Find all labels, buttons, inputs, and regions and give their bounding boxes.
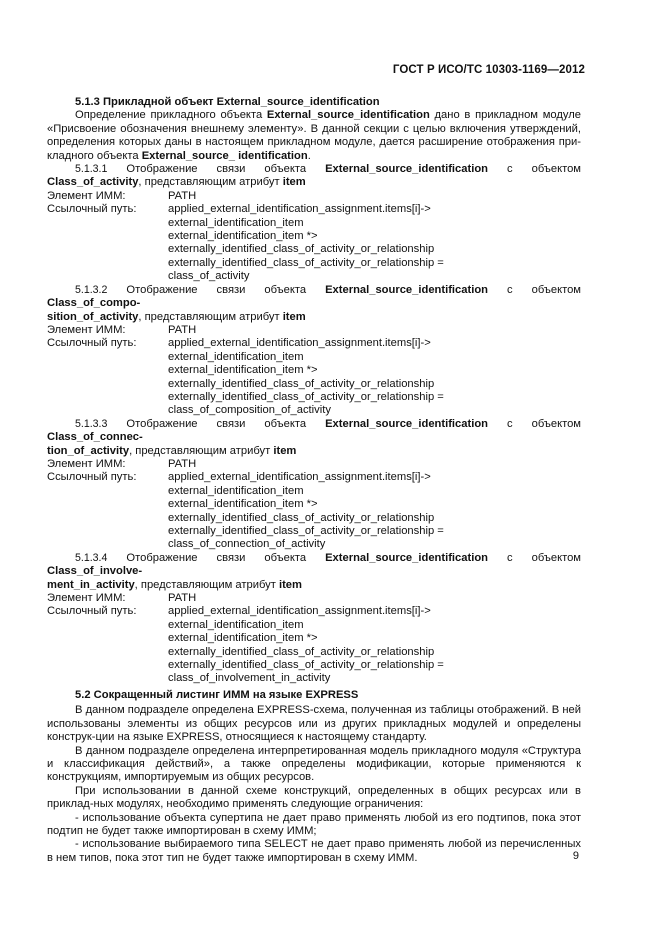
- reference-path-label: Ссылочный путь:: [47, 337, 137, 350]
- subsection-5-1-3-1-heading: [47, 163, 581, 190]
- reference-path-line: class_of_composition_of_activity: [168, 404, 331, 417]
- intro-text-end: .: [307, 149, 311, 162]
- subsection-number: 5.1.3.3: [75, 417, 108, 430]
- aim-element-value: PATH: [168, 189, 197, 202]
- reference-path-line: externally_identified_class_of_activity_or_relationship =: [168, 525, 444, 537]
- reference-path-row: [47, 337, 581, 350]
- subsection-number: 5.1.3.1: [75, 163, 108, 176]
- source-object: External_source_identification: [325, 417, 488, 430]
- mapping-text: Отображение связи объекта: [107, 163, 326, 176]
- target-object: Class_of_connec-: [47, 431, 143, 444]
- reference-path-line: externally_identified_class_of_activity_or_relationship: [168, 511, 435, 524]
- section-5-1-3-intro: [47, 109, 581, 163]
- aim-element-label: Элемент ИММ:: [47, 323, 126, 336]
- subsection-5-1-3-4-heading-cont: [47, 579, 581, 592]
- target-object-cont: ment_in_activity: [47, 578, 135, 591]
- section-5-2-paragraph-2: В данном подразделе определена интерпретированная модель прикладного модуля «Структура и классификация действий», а также определены модификации, которые применяются к конструкциям, импортируемым из общих ресурсов.: [47, 744, 581, 784]
- with-object-text: с объектом: [488, 551, 581, 564]
- reference-path-line: external_identification_item: [168, 216, 304, 229]
- reference-path-line: class_of_connection_of_activity: [168, 538, 326, 551]
- attribute-text: , представляющим атрибут: [129, 444, 274, 457]
- attribute-name: item: [282, 176, 306, 189]
- attribute-name: item: [273, 444, 297, 457]
- reference-path-row: [47, 605, 581, 618]
- subsection-5-1-3-3-heading: [47, 418, 581, 445]
- reference-path-line: applied_external_identification_assignment.items[i]->: [168, 203, 431, 216]
- aim-element-row: [47, 190, 581, 203]
- intro-text-1: Определение прикладного объекта: [75, 109, 267, 122]
- reference-path-line: class_of_activity: [168, 270, 250, 283]
- intro-object-name-2: External_source_ identification: [141, 149, 308, 162]
- attribute-text: , представляющим атрибут: [138, 176, 283, 189]
- reference-path-line: external_identification_item: [168, 484, 304, 497]
- aim-element-row: [47, 324, 581, 337]
- reference-path-line: externally_identified_class_of_activity_or_relationship: [168, 645, 435, 658]
- aim-element-label: Элемент ИММ:: [47, 189, 126, 202]
- target-object: Class_of_compo-: [47, 297, 141, 310]
- reference-path-line: externally_identified_class_of_activity_or_relationship =: [168, 659, 444, 672]
- page-number: 9: [572, 850, 579, 862]
- aim-element-label: Элемент ИММ:: [47, 457, 126, 470]
- source-object: External_source_identification: [325, 551, 488, 564]
- constraint-item-2: - использование выбираемого типа SELECT не дает право применять любой из перечисленных в нем типов, пока этот тип не будет также импортирован в схему ИММ.: [47, 838, 581, 864]
- reference-path-line: external_identification_item *>: [168, 498, 318, 511]
- reference-path-line: externally_identified_class_of_activity_or_relationship: [168, 243, 435, 256]
- reference-path-row: [47, 203, 581, 216]
- aim-element-value: PATH: [168, 592, 197, 605]
- reference-path-line: external_identification_item *>: [168, 632, 318, 645]
- reference-path-line: applied_external_identification_assignment.items[i]->: [168, 605, 431, 618]
- attribute-text: , представляющим атрибут: [134, 578, 279, 591]
- intro-object-name: External_source_identification: [266, 109, 430, 122]
- section-5-2-paragraph-1: В данном подразделе определена EXPRESS-схема, полученная из таблицы отображений. В ней использованы элементы из общих ресурсов или из других прикладных модулей и определены конструк-ции на языке EXPRESS, относящиеся к настоящему стандарту.: [47, 704, 581, 744]
- with-object-text: с объектом: [488, 417, 581, 430]
- subsection-5-1-3-2-heading-cont: [47, 311, 581, 324]
- reference-path-row: [47, 471, 581, 484]
- subsection-5-1-3-4-heading: [47, 552, 581, 579]
- reference-path-line: external_identification_item *>: [168, 364, 318, 377]
- aim-element-row: [47, 592, 581, 605]
- reference-path-line: externally_identified_class_of_activity_or_relationship: [168, 377, 435, 390]
- with-object-text: с объектом: [488, 163, 581, 176]
- subsection-number: 5.1.3.2: [75, 283, 108, 296]
- attribute-name: item: [278, 578, 302, 591]
- with-object-text: с объектом: [488, 283, 581, 296]
- source-object: External_source_identification: [325, 163, 488, 176]
- section-5-1-3-title: 5.1.3 Прикладной объект External_source_identification: [75, 96, 380, 108]
- reference-path-line: external_identification_item: [168, 350, 304, 363]
- reference-path-line: externally_identified_class_of_activity_or_relationship =: [168, 256, 444, 269]
- target-object-cont: sition_of_activity: [47, 310, 139, 323]
- subsection-number: 5.1.3.4: [75, 551, 108, 564]
- aim-element-row: [47, 458, 581, 471]
- target-object-cont: tion_of_activity: [47, 444, 130, 457]
- aim-element-value: PATH: [168, 323, 197, 336]
- section-5-2-paragraph-3: При использовании в данной схеме конструкций, определенных в общих ресурсах или в приклад-ных модулях, необходимо применять следующие ограничения:: [47, 784, 581, 811]
- source-object: External_source_identification: [325, 283, 488, 296]
- mapping-text: Отображение связи объекта: [107, 551, 326, 564]
- attribute-text: , представляющим атрибут: [138, 310, 283, 323]
- reference-path-label: Ссылочный путь:: [47, 605, 137, 618]
- subsection-5-1-3-2-heading: [47, 284, 581, 311]
- reference-path-label: Ссылочный путь:: [47, 471, 137, 484]
- reference-path-line: applied_external_identification_assignment.items[i]->: [168, 471, 431, 484]
- subsection-5-1-3-3-heading-cont: [47, 445, 581, 458]
- target-object: Class_of_involve-: [47, 565, 143, 578]
- page-content: [47, 96, 581, 865]
- reference-path-label: Ссылочный путь:: [47, 203, 137, 216]
- target-object: Class_of_activity: [47, 176, 139, 189]
- aim-element-value: PATH: [168, 457, 197, 470]
- document-code-header: ГОСТ Р ИСО/ТС 10303-1169—2012: [392, 64, 585, 76]
- reference-path-line: class_of_involvement_in_activity: [168, 672, 331, 685]
- attribute-name: item: [282, 310, 306, 323]
- section-5-2-title: 5.2 Сокращенный листинг ИММ на языке EXPRESS: [75, 688, 359, 701]
- mapping-text: Отображение связи объекта: [107, 417, 326, 430]
- constraint-item-1: - использование объекта супертипа не дает право применять любой из его подтипов, пока этот подтип не будет также импортирован в схему ИММ;: [47, 811, 581, 837]
- reference-path-line: applied_external_identification_assignment.items[i]->: [168, 337, 431, 350]
- reference-path-line: external_identification_item: [168, 618, 304, 631]
- reference-path-line: external_identification_item *>: [168, 230, 318, 243]
- reference-path-line: externally_identified_class_of_activity_or_relationship =: [168, 390, 444, 403]
- aim-element-label: Элемент ИММ:: [47, 592, 126, 605]
- intro-text-2: дано в прикладном модуле «Присвоение обозначения внешнему элементу». В данной секции с целью включения утверждений, определения которых даны в настоящем прикладном модуле, дается расширение отображения при-кладного объекта: [47, 109, 581, 162]
- mapping-text: Отображение связи объекта: [107, 283, 326, 296]
